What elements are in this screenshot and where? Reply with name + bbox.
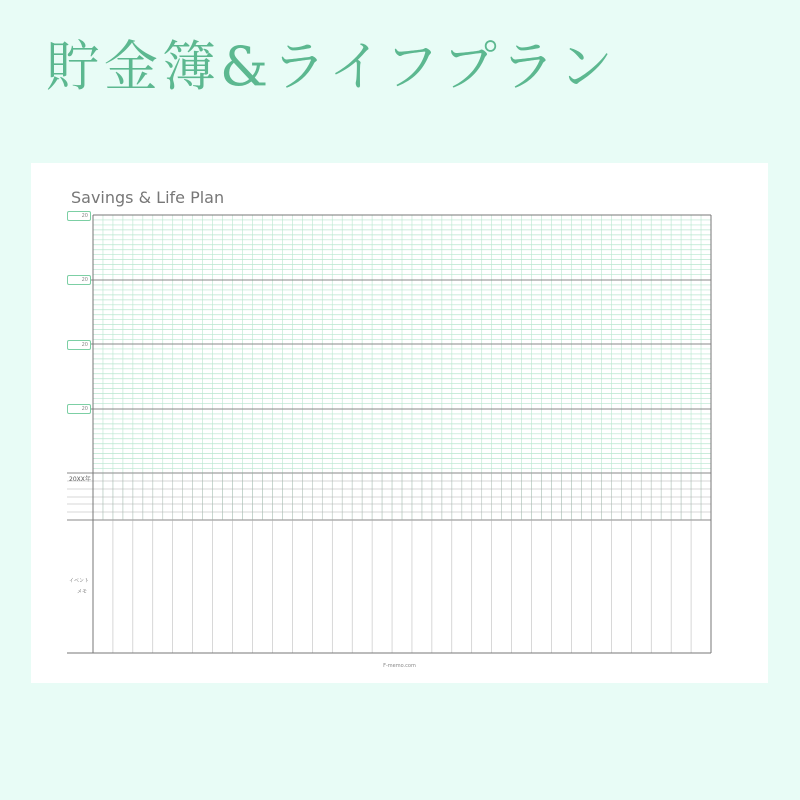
year-tab-2: 20: [67, 275, 91, 285]
memo-label: メモ: [77, 589, 88, 595]
footer-url: F-memo.com: [383, 663, 416, 669]
planner-grid: [31, 163, 768, 683]
event-label: イベント: [69, 578, 90, 584]
year-tab-1: 20: [67, 211, 91, 221]
year-tab-3: 20: [67, 340, 91, 350]
banner-title: 貯金簿&ライフプラン: [46, 35, 617, 98]
planner-sheet: [31, 163, 768, 683]
year-row-label: 20XX年: [69, 476, 91, 483]
year-tab-4: 20: [67, 404, 91, 414]
sheet-title: Savings & Life Plan: [71, 188, 225, 207]
